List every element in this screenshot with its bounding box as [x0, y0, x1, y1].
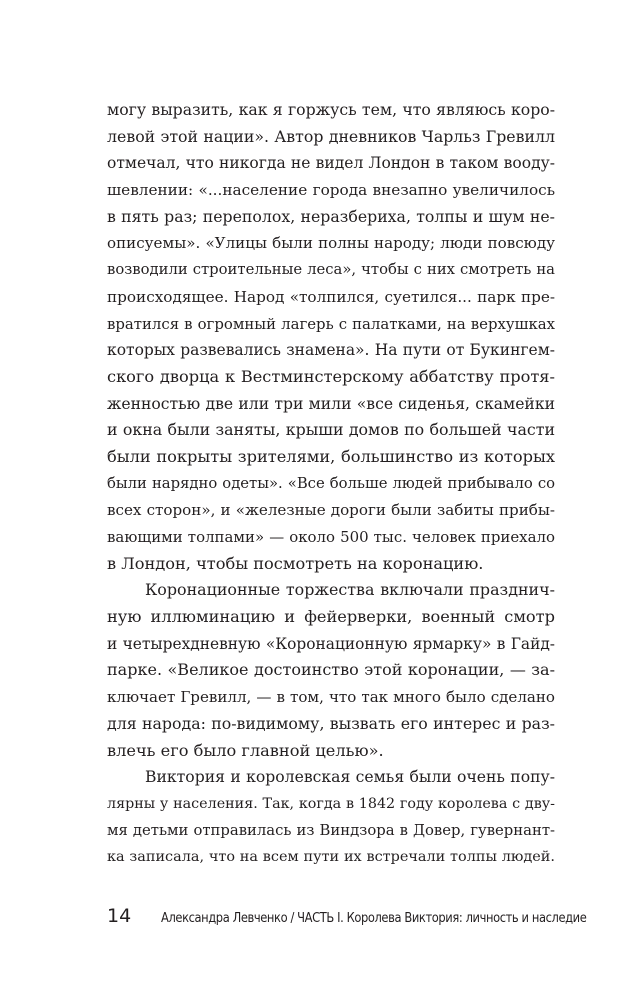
body-text — [107, 97, 555, 871]
text-line: были покрыты зрителями, большинство из которых — [107, 446, 555, 466]
running-head: Александра Левченко / ЧАСТЬ I. Королева Виктория: личность и наследие — [161, 911, 587, 926]
text-line: были нарядно одеты». «Все больше людей прибывало со — [107, 474, 555, 492]
text-line: могу выразить, как я горжусь тем, что являюсь коро- — [107, 100, 555, 119]
text-line: мя детьми отправилась из Виндзора в Довер, гувернант- — [107, 821, 555, 839]
paragraph-first-line: Виктория и королевская семья были очень попу- — [145, 767, 555, 787]
text-line: ключает Гревилл, — в том, что так много было сделано — [107, 688, 555, 707]
paragraph-last-line: влечь его было главной целью». — [107, 740, 384, 760]
text-line: и окна были заняты, крыши домов по большей части — [107, 420, 555, 440]
paragraph-last-line: в Лондон, чтобы посмотреть на коронацию. — [107, 553, 484, 573]
text-line: ского дворца к Вестминстерскому аббатству протя- — [107, 366, 555, 386]
text-line: для народа: по-видимому, вызвать его интерес и раз- — [107, 713, 555, 733]
text-line: в пять раз; переполох, неразбериха, толпы и шум не- — [107, 206, 555, 226]
text-line: левой этой нации». Автор дневников Чарльз Гревилл — [107, 126, 555, 146]
paragraph-first-line: Коронационные торжества включали празднич- — [145, 580, 555, 600]
page-footer — [107, 905, 587, 929]
text-line: отмечал, что никогда не видел Лондон в таком вооду- — [107, 154, 555, 173]
text-line: происходящее. Народ «толпился, суетился... парк пре- — [107, 287, 555, 306]
text-line: вратился в огромный лагерь с палатками, на верхушках — [107, 314, 555, 333]
text-line: шевлении: «...население города внезапно увеличилось — [107, 181, 555, 200]
text-line: которых развевались знамена». На пути от Букингем- — [107, 341, 555, 360]
text-line: ную иллюминацию и фейерверки, военный смотр — [107, 607, 555, 627]
text-line: ка записала, что на всем пути их встречали толпы людей. — [107, 849, 555, 866]
text-line: описуемы». «Улицы были полны народу; люди повсюду — [107, 234, 555, 253]
text-line: женностью две или три мили «все сиденья, скамейки — [107, 394, 555, 413]
page-number: 14 — [107, 905, 132, 927]
text-line: и четырехдневную «Коронационную ярмарку» в Гайд- — [107, 634, 555, 653]
text-line: парке. «Великое достоинство этой коронации, — за- — [107, 660, 555, 680]
text-line: возводили строительные леса», чтобы с них смотреть на — [107, 261, 555, 279]
text-line: всех сторон», и «железные дороги были забиты прибы- — [107, 501, 555, 520]
text-line: вающими толпами» — около 500 тыс. человек приехало — [107, 528, 555, 546]
text-line: лярны у населения. Так, когда в 1842 году королева с дву- — [107, 795, 555, 812]
